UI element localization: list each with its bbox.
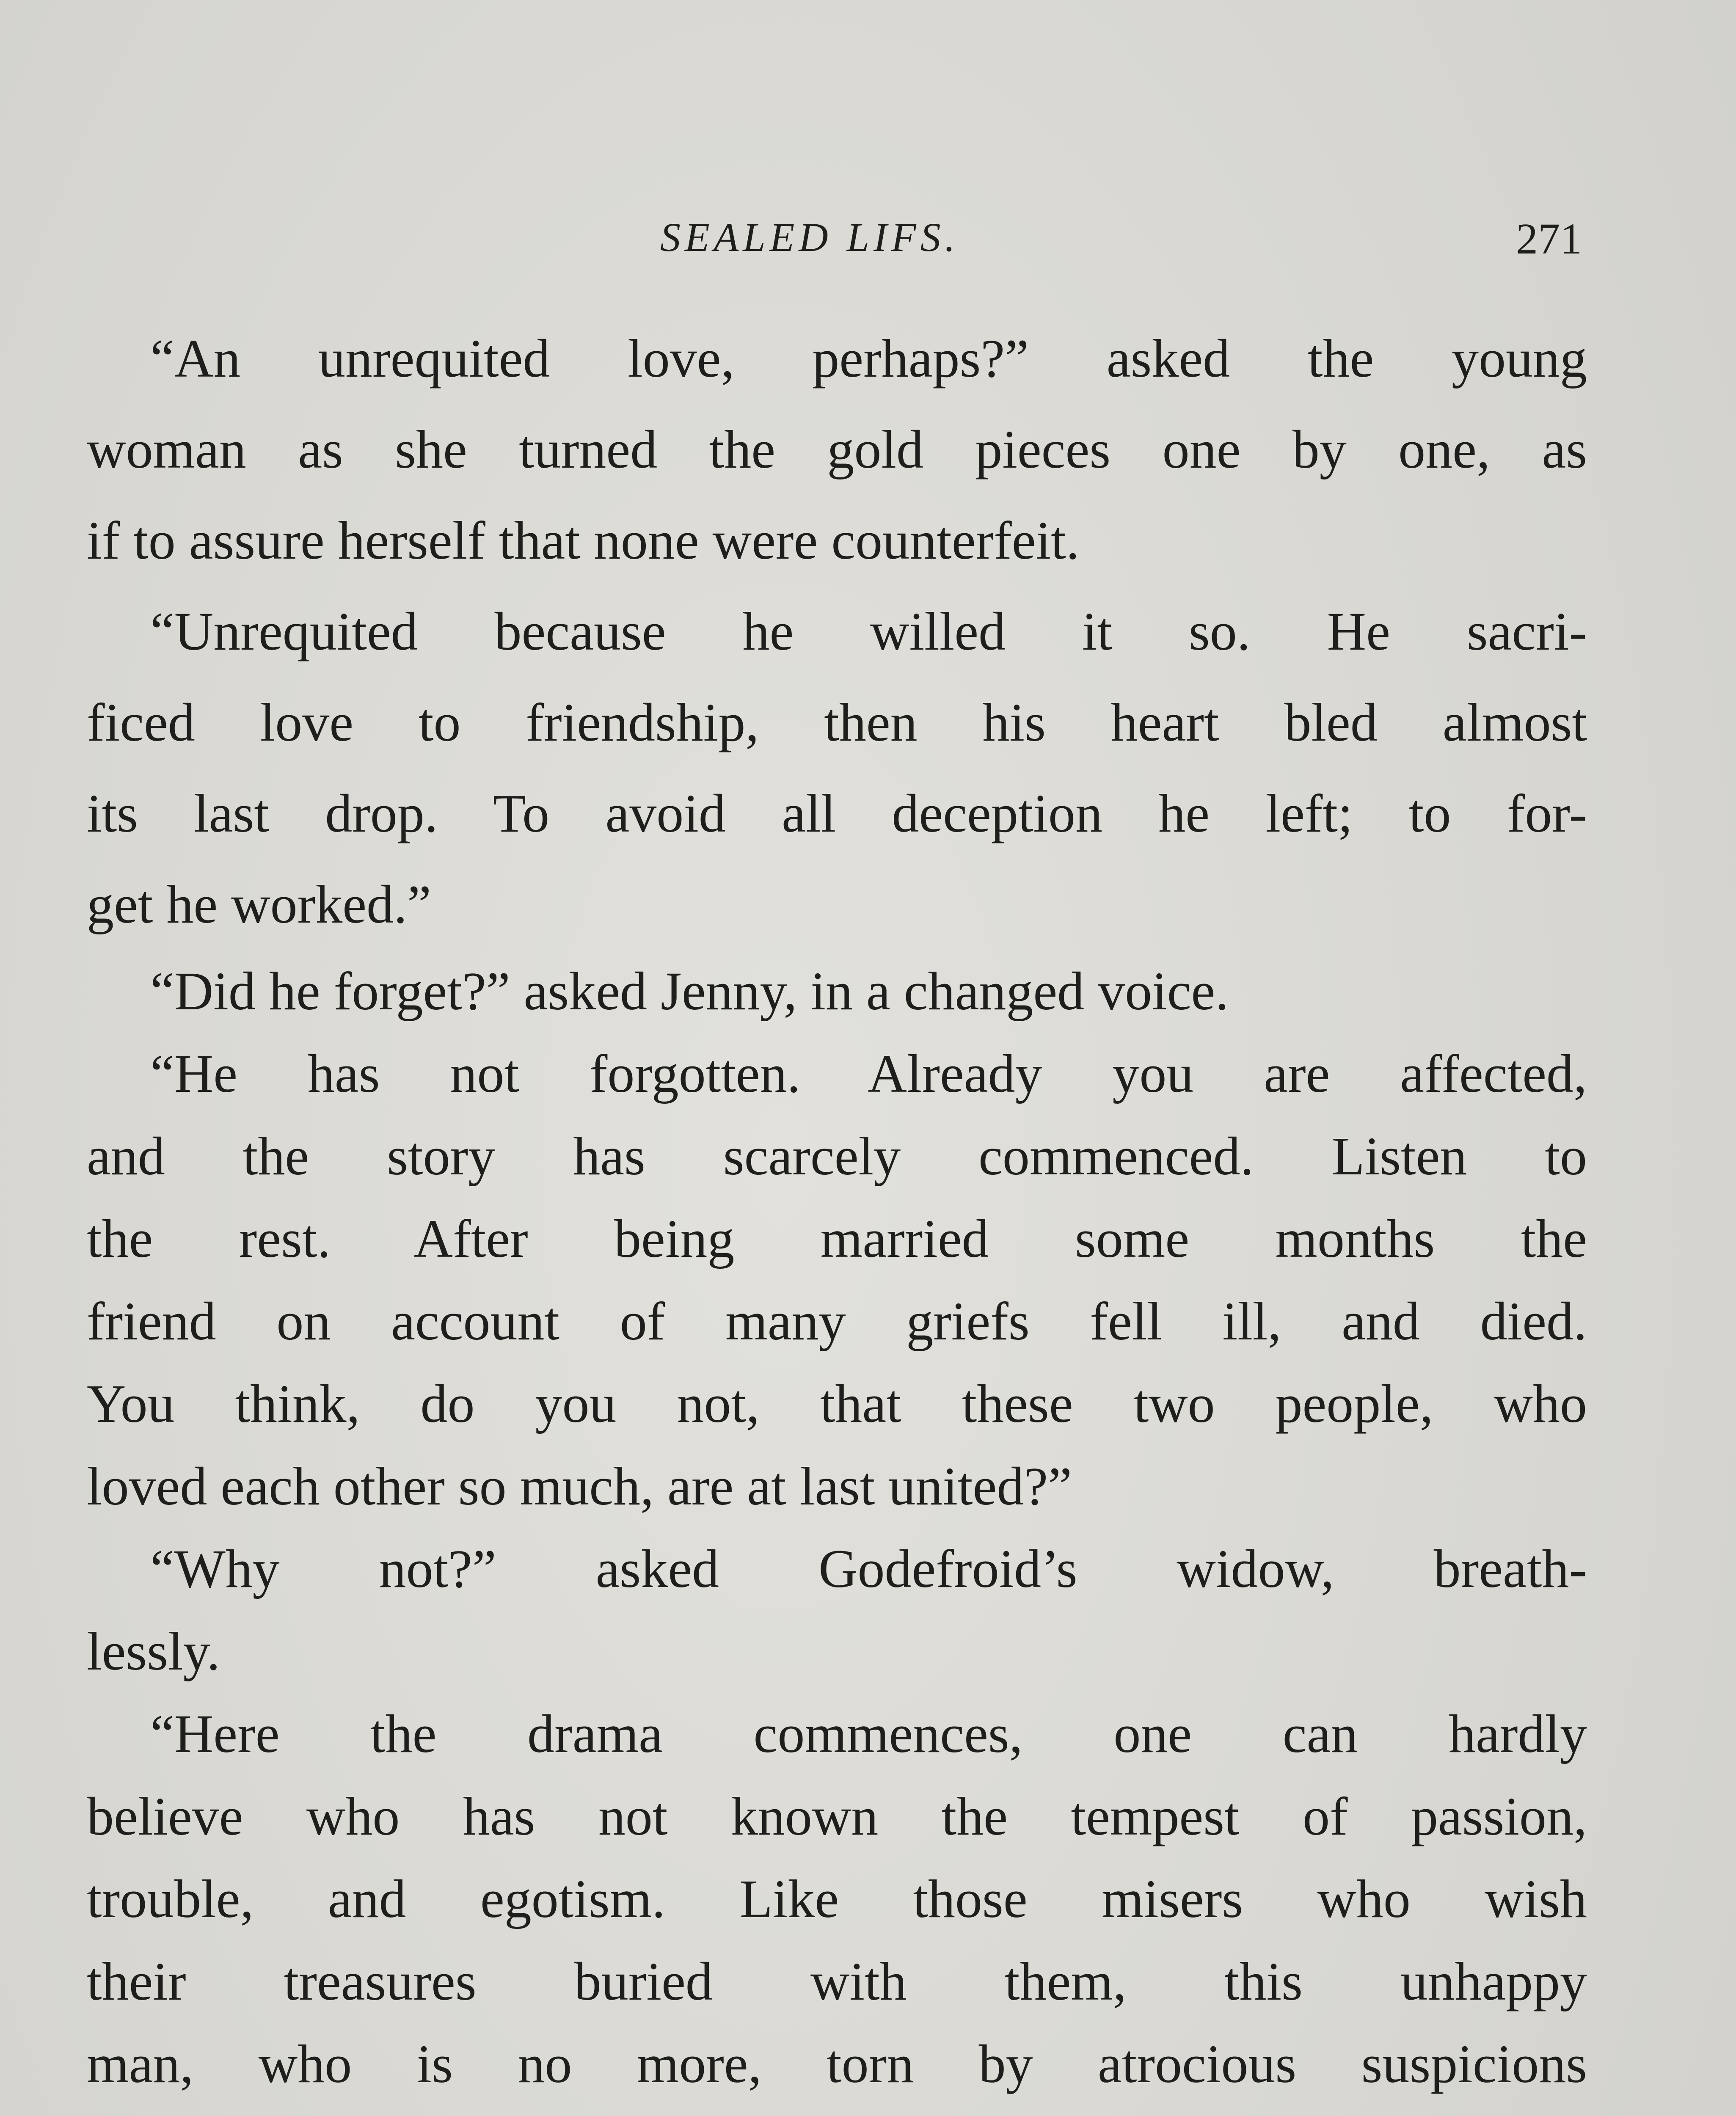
text-line: “Why not?” asked Godefroid’s widow, breath- [150, 1539, 1587, 1599]
text-line: its last drop. To avoid all deception he left; to for- [87, 783, 1587, 843]
text-line [87, 2105, 1587, 2116]
text-line: lessly. [87, 1621, 220, 1681]
text-line: trouble, and egotism. Like those misers who wish [87, 1869, 1587, 1929]
text-line: ficed love to friendship, then his heart bled almost [87, 692, 1587, 752]
body-text [87, 313, 1587, 2116]
text-line: and the story has scarcely commenced. Listen to [87, 1126, 1587, 1186]
text-line: if to assure herself that none were counterfeit. [87, 510, 1080, 570]
text-line: “An unrequited love, perhaps?” asked the young [150, 328, 1587, 388]
text-line: You think, do you not, that these two people, who [87, 1374, 1587, 1434]
text-line: believe who has not known the tempest of passion, [87, 1786, 1587, 1846]
text-line: the rest. After being married some months the [87, 1209, 1587, 1269]
running-head: SEALED LIFS. [660, 215, 959, 260]
text-line: “Did he forget?” asked Jenny, in a changed voice. [150, 961, 1229, 1021]
text-line: their treasures buried with them, this unhappy [87, 1951, 1587, 2011]
text-line: friend on account of many griefs fell ill, and died. [87, 1291, 1587, 1351]
page-number: 271 [1516, 215, 1582, 263]
text-line: loved each other so much, are at last united?” [87, 1456, 1072, 1516]
text-line: woman as she turned the gold pieces one by one, as [87, 419, 1587, 479]
text-line: “Unrequited because he willed it so. He sacri- [150, 601, 1587, 661]
text-line: “He has not forgotten. Already you are affected, [150, 1044, 1587, 1104]
text-line: get he worked.” [87, 874, 431, 934]
text-line: man, who is no more, torn by atrocious suspicions [87, 2034, 1587, 2094]
page-header [0, 214, 1736, 269]
text-line: “Here the drama commences, one can hardly [150, 1704, 1587, 1764]
